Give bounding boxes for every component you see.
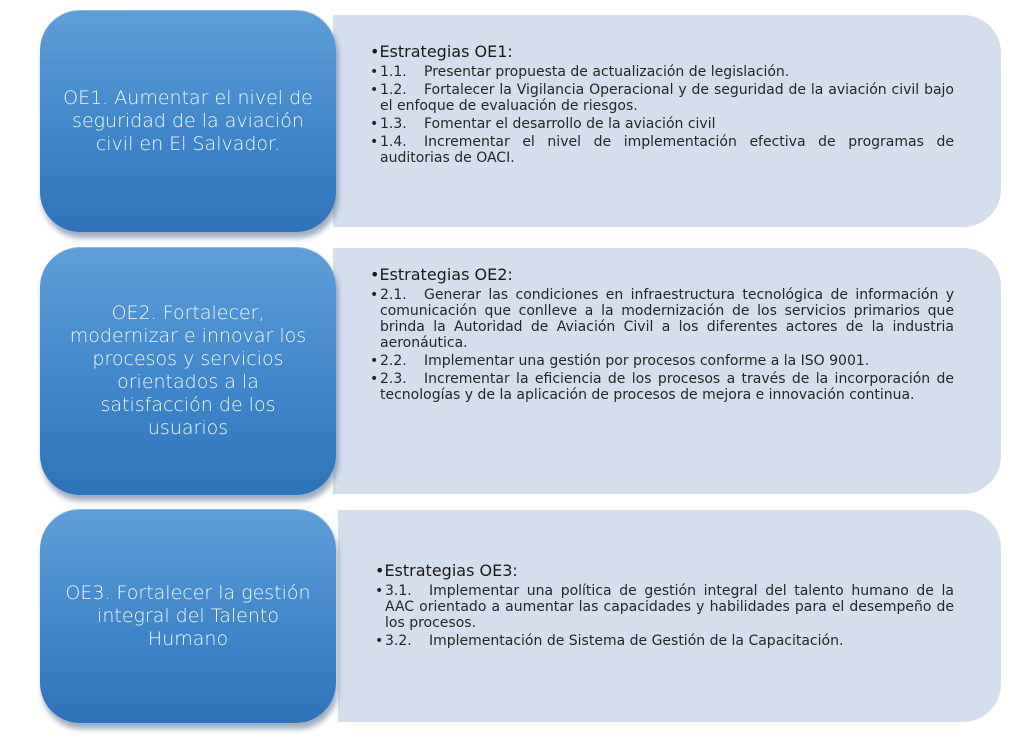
strategy-text: Fomentar el desarrollo de la aviación civil	[424, 116, 716, 132]
strategy-text: Incrementar el nivel de implementación efectiva de programas de auditorias de OACI.	[380, 134, 954, 166]
objective-tile-oe2	[40, 247, 336, 495]
objective-tile-oe3	[40, 509, 336, 723]
objective-label-oe2: OE2. Fortalecer, modernizar e innovar los procesos y servicios orientados a la satisfacción de los usuarios	[69, 302, 307, 439]
strategy-item-1-1	[370, 64, 954, 80]
strategy-item-1-2	[370, 82, 954, 114]
strategy-item-3-2	[375, 633, 954, 649]
strategy-number: 1.4.	[380, 134, 407, 150]
strategy-item-3-1	[375, 583, 954, 631]
strategy-number: 3.1.	[385, 583, 412, 599]
strategies-block-oe1	[370, 42, 954, 168]
strategies-list-oe2	[370, 287, 954, 403]
strategy-number: 1.1.	[380, 64, 407, 80]
strategy-number: 2.1.	[380, 287, 407, 303]
strategy-text: Implementar una gestión por procesos conforme a la ISO 9001.	[424, 353, 870, 369]
strategies-title-oe1: •Estrategias OE1:	[370, 42, 513, 61]
strategies-list-oe3	[375, 583, 954, 649]
strategy-number: 2.2.	[380, 353, 407, 369]
strategies-block-oe3	[375, 561, 954, 651]
objective-label-oe3: OE3. Fortalecer la gestión integral del Talento Humano	[65, 581, 311, 650]
strategy-item-2-1	[370, 287, 954, 351]
objective-label-oe1: OE1. Aumentar el nivel de seguridad de la aviación civil en El Salvador.	[63, 86, 313, 155]
objective-tile-oe1	[40, 10, 336, 232]
strategies-title-oe3: •Estrategias OE3:	[375, 561, 518, 580]
strategy-text: Implementación de Sistema de Gestión de la Capacitación.	[429, 633, 844, 649]
strategy-item-1-4	[370, 134, 954, 166]
strategies-list-oe1	[370, 64, 954, 166]
strategy-item-2-2	[370, 353, 954, 369]
strategy-number: 1.3.	[380, 116, 407, 132]
strategy-item-1-3	[370, 116, 954, 132]
strategies-block-oe2	[370, 265, 954, 405]
strategy-text: Presentar propuesta de actualización de legislación.	[424, 64, 790, 80]
strategy-number: 1.2.	[380, 82, 407, 98]
strategy-text: Fortalecer la Vigilancia Operacional y de seguridad de la aviación civil bajo el enfoque de evaluación de riesgos.	[380, 82, 954, 114]
strategy-text: Implementar una política de gestión integral del talento humano de la AAC orientado a aumentar las capacidades y habilidades para el desempeño de los procesos.	[385, 583, 954, 631]
strategy-number: 2.3.	[380, 371, 407, 387]
strategy-item-2-3	[370, 371, 954, 403]
strategies-title-oe2: •Estrategias OE2:	[370, 265, 513, 284]
strategy-text: Generar las condiciones en infraestructura tecnológica de información y comunicación que conlleve a la modernización de los servicios primarios que brinda la Autoridad de Aviación Civil a los diferentes actores de la industria aeronáutica.	[380, 287, 954, 351]
strategy-text: Incrementar la eficiencia de los procesos a través de la incorporación de tecnologías y de la aplicación de procesos de mejora e innovación continua.	[380, 371, 954, 403]
strategy-number: 3.2.	[385, 633, 412, 649]
